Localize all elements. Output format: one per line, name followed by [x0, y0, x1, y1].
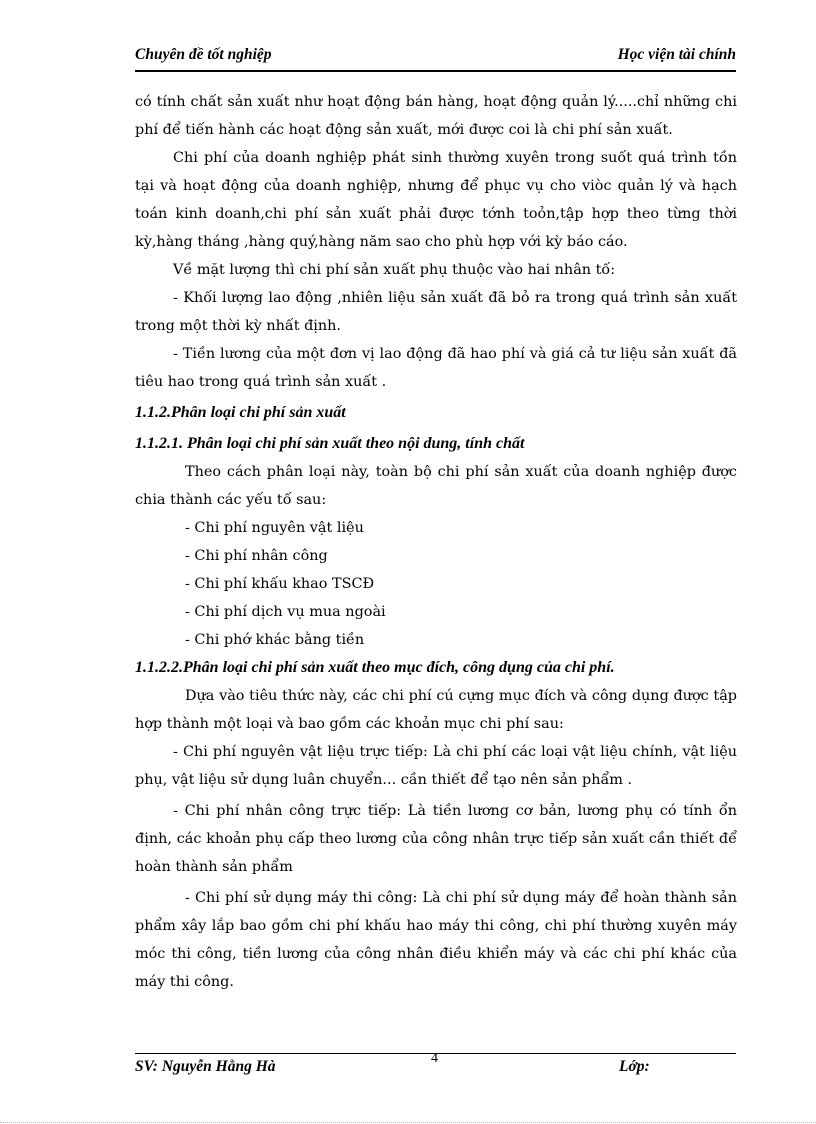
- section-heading-1-1-2-1: 1.1.2.1. Phân loại chi phí sản xuất theo nội dung, tính chất: [135, 435, 525, 452]
- paragraph-mtc: - Chi phí sử dụng máy thi công: Là chi phí sử dụng máy để hoàn thành sản phẩm xây lắp bao gồm chi phí khấu hao máy thi công, chi phí thường xuyên máy móc thi công, tiền lương của công nhân điều khiển máy và các chi phí khác của máy thi công.: [135, 890, 737, 990]
- paragraph-4: - Khối lượng lao động ,nhiên liệu sản xuất đã bỏ ra trong quá trình sản xuất trong một thời kỳ nhất định.: [135, 290, 737, 334]
- paragraph-2: Chi phí của doanh nghiệp phát sinh thường xuyên trong suốt quá trình tồn tại và hoạt động của doanh nghiệp, nhưng để phục vụ cho viòc quản lý và hạch toán kinh doanh,chi phí sản xuất phải được tớnh toỏn,tập hợp theo từng thời kỳ,hàng tháng ,hàng quý,hàng năm sao cho phù hợp với kỳ báo cáo.: [135, 150, 737, 250]
- list-item: - Chi phí nhân công: [185, 548, 328, 564]
- paragraph-theo: Theo cách phân loại này, toàn bộ chi phí sản xuất của doanh nghiệp được chia thành các yếu tố sau:: [135, 464, 737, 508]
- page-footer: [135, 1053, 736, 1084]
- page-content: [135, 88, 737, 996]
- header-left: Chuyên đề tốt nghiệp: [135, 46, 272, 63]
- list-item: - Chi phí dịch vụ mua ngoài: [185, 604, 386, 620]
- paragraph-1: có tính chất sản xuất như hoạt động bán hàng, hoạt động quản lý.....chỉ những chi phí để tiến hành các hoạt động sản xuất, mới được coi là chi phí sản xuất.: [135, 94, 737, 138]
- section-heading-1-1-2-2: 1.1.2.2.Phân loại chi phí sản xuất theo mục đích, công dụng của chi phí.: [135, 659, 615, 676]
- footer-class: Lớp:: [619, 1058, 650, 1075]
- paragraph-3: Về mặt lượng thì chi phí sản xuất phụ thuộc vào hai nhân tố:: [173, 262, 616, 278]
- paragraph-nvl: - Chi phí nguyên vật liệu trực tiếp: Là chi phí các loại vật liệu chính, vật liệu phụ, vật liệu sử dụng luân chuyển... cần thiết để tạo nên sản phẩm .: [135, 744, 737, 788]
- paragraph-nc: - Chi phí nhân công trực tiếp: Là tiền lương cơ bản, lương phụ có tính ổn định, các khoản phụ cấp theo lương của công nhân trực tiếp sản xuất cần thiết để hoàn thành sản phẩm: [135, 803, 737, 875]
- footer-student: SV: Nguyễn Hằng Hà: [135, 1058, 276, 1075]
- list-item: - Chi phớ khác bằng tiền: [185, 632, 365, 648]
- page-header: [135, 44, 736, 72]
- list-item: - Chi phí khấu khao TSCĐ: [185, 576, 375, 592]
- paragraph-5: - Tiền lương của một đơn vị lao động đã hao phí và giá cả tư liệu sản xuất đã tiêu hao trong quá trình sản xuất .: [135, 346, 737, 390]
- header-right: Học viện tài chính: [617, 46, 736, 63]
- list-item: - Chi phí nguyên vật liệu: [185, 520, 364, 536]
- paragraph-dua: Dựa vào tiêu thức này, các chi phí cú cựng mục đích và công dụng được tập hợp thành một loại và bao gồm các khoản mục chi phí sau:: [135, 688, 737, 732]
- page-number: 4: [431, 1051, 438, 1066]
- section-heading-1-1-2: 1.1.2.Phân loại chi phí sản xuất: [135, 404, 346, 421]
